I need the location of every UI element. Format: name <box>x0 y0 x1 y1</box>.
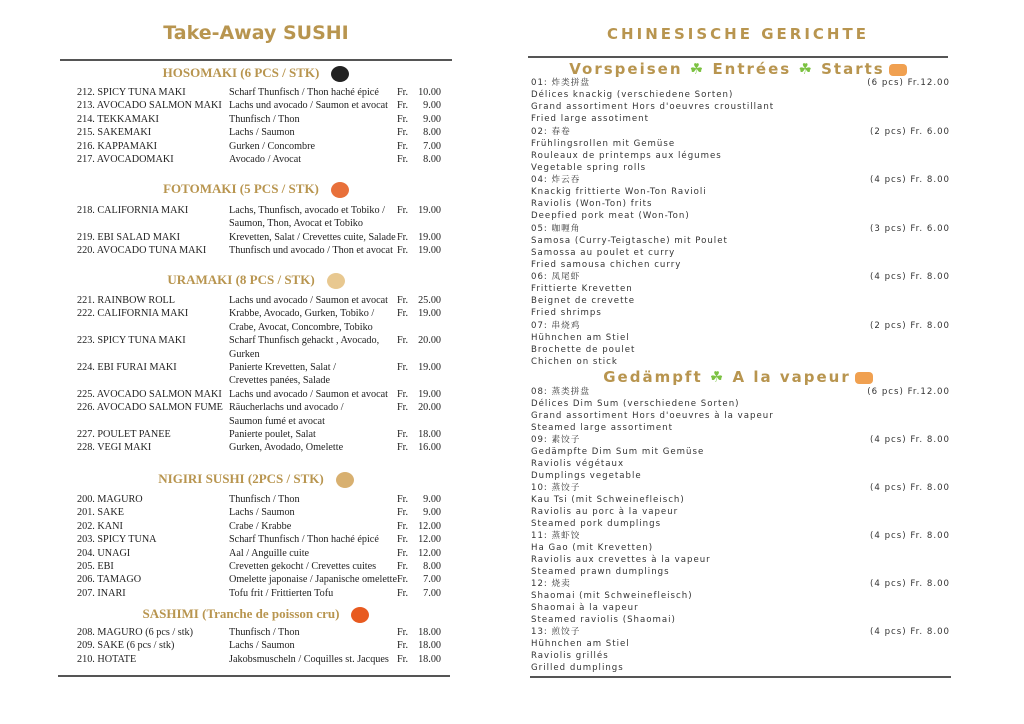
clover-icon: ☘ <box>682 60 713 78</box>
item-description: Frittierte Krevetten <box>531 284 633 295</box>
item-description: Frühlingsrollen mit Gemüse <box>531 138 676 149</box>
menu-item <box>531 386 950 398</box>
menu-item <box>77 334 441 347</box>
item-name: 216. KAPPAMAKI <box>77 140 158 152</box>
item-name: 225. AVOCADO SALMON MAKI <box>77 388 222 400</box>
menu-item <box>531 626 950 638</box>
menu-item <box>77 547 441 560</box>
item-description: Thunfisch / Thon <box>229 113 300 125</box>
section-heading <box>60 605 452 623</box>
item-price: 9.00 <box>423 113 441 125</box>
item-currency: Fr. <box>397 231 409 243</box>
menu-item-continuation <box>77 321 441 334</box>
item-price: (4 pcs) Fr. 8.00 <box>870 272 950 283</box>
item-description: Panierte Krevetten, Salat / <box>229 362 336 373</box>
item-name: 222. CALIFORNIA MAKI <box>77 308 189 320</box>
item-description: Thunfisch und avocado / Thon et avocat <box>229 245 393 257</box>
item-name: 201. SAKE <box>77 507 124 519</box>
menu-item <box>77 231 441 244</box>
menu-item <box>77 361 441 374</box>
item-number-name: 06: 凤尾虾 <box>531 272 581 283</box>
item-price: 10.00 <box>418 87 441 98</box>
item-description: Lachs / Saumon <box>229 127 295 139</box>
menu-item <box>77 126 441 139</box>
item-number-name: 09: 素饺子 <box>531 435 581 445</box>
item-price: (4 pcs) Fr. 8.00 <box>870 579 950 589</box>
item-description: Steamed prawn dumplings <box>531 567 670 577</box>
item-price: 7.00 <box>423 587 441 599</box>
item-name: 226. AVOCADO SALMON FUME <box>77 402 223 414</box>
item-currency: Fr. <box>397 154 409 165</box>
item-price: 12.00 <box>418 520 441 532</box>
steamer-basket-icon <box>855 372 873 384</box>
item-price: 19.00 <box>418 388 441 400</box>
item-name: 228. VEGI MAKI <box>77 442 152 454</box>
item-number-name: 13: 煎饺子 <box>531 627 581 637</box>
item-currency: Fr. <box>397 507 409 519</box>
menu-item-continuation <box>77 348 441 361</box>
item-name: 202. KANI <box>77 520 123 532</box>
item-currency: Fr. <box>397 87 409 98</box>
item-description: Gurken / Concombre <box>229 140 316 152</box>
menu-item <box>531 482 950 494</box>
item-description: Raviolis (Won-Ton) frits <box>531 199 653 210</box>
menu-item <box>531 530 950 542</box>
clover-icon: ☘ <box>702 368 733 386</box>
item-price: 9.00 <box>423 494 441 505</box>
item-currency: Fr. <box>397 640 409 652</box>
menu-item <box>77 153 441 166</box>
item-name: 208. MAGURO (6 pcs / stk) <box>77 627 194 638</box>
item-description: Fried large assotiment <box>531 114 649 125</box>
menu-item <box>77 401 441 414</box>
menu-item <box>77 560 441 573</box>
section-heading <box>60 271 452 289</box>
item-description: Thunfisch / Thon <box>229 494 300 505</box>
menu-item <box>77 204 441 217</box>
item-name: 214. TEKKAMAKI <box>77 113 159 125</box>
item-currency: Fr. <box>397 100 409 112</box>
item-description: Vegetable spring rolls <box>531 162 647 173</box>
item-number-name: 12: 烧卖 <box>531 579 571 589</box>
item-description: Chichen on stick <box>531 356 618 367</box>
item-description: Deepfied pork meat (Won-Ton) <box>531 211 690 222</box>
item-price: 8.00 <box>423 127 441 139</box>
item-description: Crevetten gekocht / Crevettes cuites <box>229 561 377 572</box>
item-price: 18.00 <box>418 429 441 440</box>
menu-item <box>77 428 441 441</box>
item-description: Grand assortiment Hors d'oeuvres à la vapeur <box>531 411 774 421</box>
item-description: Lachs und avocado / Saumon et avocat <box>229 100 388 112</box>
item-number-name: 07: 串烧鸡 <box>531 320 581 331</box>
item-price: 18.00 <box>418 640 441 652</box>
item-number-name: 04: 炸云吞 <box>531 175 581 186</box>
item-name: 219. EBI SALAD MAKI <box>77 231 181 243</box>
menu-item <box>531 434 950 446</box>
item-description: Fried shrimps <box>531 308 602 319</box>
item-description: Raviolis végétaux <box>531 459 625 469</box>
item-price: 19.00 <box>418 308 441 320</box>
section-heading-part: A la vapeur <box>732 368 851 386</box>
menu-item <box>531 320 950 332</box>
menu-item <box>531 223 950 235</box>
item-name: 212. SPICY TUNA MAKI <box>77 87 186 98</box>
item-description: Brochette de poulet <box>531 344 636 355</box>
menu-item <box>77 441 441 454</box>
item-description: Saumon, Thon, Avocat et Tobiko <box>229 218 363 230</box>
item-price: 9.00 <box>423 507 441 519</box>
menu-item <box>77 99 441 112</box>
item-description: Délices Dim Sum (verschiedene Sorten) <box>531 399 740 409</box>
item-description: Lachs und avocado / Saumon et avocat <box>229 295 388 306</box>
menu-item <box>77 653 441 666</box>
clover-icon: ☘ <box>791 60 822 78</box>
left-top-divider <box>60 59 452 61</box>
section-heading <box>528 59 948 79</box>
item-price: 19.00 <box>418 205 441 216</box>
item-description: Lachs / Saumon <box>229 507 295 519</box>
item-price: 9.00 <box>423 100 441 112</box>
item-name: 209. SAKE (6 pcs / stk) <box>77 640 175 652</box>
item-description: Panierte poulet, Salat <box>229 429 316 440</box>
item-price: 18.00 <box>418 627 441 638</box>
item-description: Krabbe, Avocado, Gurken, Tobiko / <box>229 308 375 320</box>
item-description: Saumon fumé et avocat <box>229 415 325 427</box>
chinese-menu-title: CHINESISCHE GERICHTE <box>607 25 869 43</box>
item-currency: Fr. <box>397 494 409 505</box>
section-heading-text: URAMAKI (8 PCS / STK) <box>167 272 315 287</box>
item-description: Samosa (Curry-Teigtasche) mit Poulet <box>531 235 728 246</box>
item-description: Crabe, Avocat, Concombre, Tobiko <box>229 321 373 333</box>
right-bottom-divider <box>530 676 951 678</box>
left-bottom-divider <box>58 675 450 677</box>
menu-item <box>531 174 950 186</box>
item-description: Ha Gao (mit Krevetten) <box>531 543 654 553</box>
item-price: 7.00 <box>423 574 441 586</box>
item-description: Knackig frittierte Won-Ton Ravioli <box>531 187 707 198</box>
item-description: Steamed large assortiment <box>531 423 673 433</box>
menu-item <box>77 294 441 307</box>
item-currency: Fr. <box>397 587 409 599</box>
sushi-roll-icon <box>331 66 349 82</box>
item-name: 205. EBI <box>77 561 114 572</box>
item-name: 227. POULET PANEE <box>77 429 171 440</box>
item-description: Omelette japonaise / Japanische omelette <box>229 574 398 586</box>
item-description: Steamed raviolis (Shaomai) <box>531 615 676 625</box>
item-name: 213. AVOCADO SALMON MAKI <box>77 100 222 112</box>
item-price: 8.00 <box>423 154 441 165</box>
item-description: Kau Tsi (mit Schweinefleisch) <box>531 495 685 505</box>
item-description: Gedämpfte Dim Sum mit Gemüse <box>531 447 705 457</box>
futomaki-icon <box>331 182 349 198</box>
menu-item <box>77 244 441 257</box>
menu-item <box>77 587 441 600</box>
item-name: 203. SPICY TUNA <box>77 534 157 546</box>
menu-item-continuation <box>77 374 441 387</box>
item-price: (4 pcs) Fr. 8.00 <box>870 175 950 186</box>
item-name: 223. SPICY TUNA MAKI <box>77 335 186 347</box>
menu-item <box>77 113 441 126</box>
item-currency: Fr. <box>397 442 409 454</box>
right-top-divider <box>528 56 948 58</box>
item-description: Raviolis aux crevettes à la vapeur <box>531 555 711 565</box>
item-currency: Fr. <box>397 429 409 440</box>
item-name: 215. SAKEMAKI <box>77 127 152 139</box>
item-description: Hühnchen am Stiel <box>531 332 630 343</box>
item-currency: Fr. <box>397 547 409 559</box>
sushi-menu-title: Take-Away SUSHI <box>163 22 349 44</box>
item-currency: Fr. <box>397 127 409 139</box>
item-number-name: 11: 蒸虾饺 <box>531 531 581 541</box>
section-heading <box>528 367 948 387</box>
item-description: Scharf Thunfisch gehackt , Avocado, <box>229 335 380 347</box>
section-heading-part: Entrées <box>712 60 792 78</box>
item-description: Dumplings vegetable <box>531 471 642 481</box>
item-currency: Fr. <box>397 402 409 414</box>
menu-item <box>531 271 950 283</box>
item-description: Shaomai à la vapeur <box>531 603 639 613</box>
item-currency: Fr. <box>397 653 409 665</box>
item-description: Lachs und avocado / Saumon et avocat <box>229 388 388 400</box>
item-price: (2 pcs) Fr. 6.00 <box>870 126 950 137</box>
item-description: Krevetten, Salat / Crevettes cuite, Salade <box>229 231 396 243</box>
item-currency: Fr. <box>397 520 409 532</box>
item-name: 224. EBI FURAI MAKI <box>77 362 177 373</box>
menu-item <box>77 520 441 533</box>
item-currency: Fr. <box>397 561 409 572</box>
menu-item <box>531 126 950 138</box>
item-currency: Fr. <box>397 113 409 125</box>
item-price: 25.00 <box>418 295 441 306</box>
item-price: (6 pcs) Fr.12.00 <box>867 387 950 397</box>
item-description: Avocado / Avocat <box>229 154 302 165</box>
section-heading-text: HOSOMAKI (6 PCS / STK) <box>162 65 320 80</box>
item-description: Jakobsmuscheln / Coquilles st. Jacques <box>229 653 389 665</box>
item-price: (6 pcs) Fr.12.00 <box>867 78 950 88</box>
item-name: 200. MAGURO <box>77 494 143 505</box>
item-price: (4 pcs) Fr. 8.00 <box>870 627 950 637</box>
item-currency: Fr. <box>397 308 409 320</box>
item-price: 18.00 <box>418 653 441 665</box>
menu-item <box>77 493 441 506</box>
item-number-name: 02: 春卷 <box>531 126 571 137</box>
item-price: 19.00 <box>418 362 441 373</box>
menu-item <box>77 573 441 586</box>
item-currency: Fr. <box>397 140 409 152</box>
item-description: Grand assortiment Hors d'oeuvres croustillant <box>531 102 775 113</box>
item-description: Tofu frit / Frittierten Tofu <box>229 587 334 599</box>
item-description: Lachs / Saumon <box>229 640 295 652</box>
item-currency: Fr. <box>397 245 409 257</box>
item-name: 210. HOTATE <box>77 653 137 665</box>
nigiri-icon <box>336 472 354 488</box>
item-price: (4 pcs) Fr. 8.00 <box>870 435 950 445</box>
menu-item <box>77 506 441 519</box>
item-description: Samossa au poulet et curry <box>531 247 676 258</box>
item-description: Rouleaux de printemps aux légumes <box>531 150 722 161</box>
menu-item-continuation <box>77 415 441 428</box>
item-number-name: 05: 咖喱角 <box>531 223 581 234</box>
menu-item <box>77 388 441 401</box>
item-description: Scharf Thunfisch / Thon haché épicé <box>229 87 379 98</box>
item-description: Crabe / Krabbe <box>229 520 292 532</box>
item-price: 12.00 <box>418 547 441 559</box>
item-number-name: 01: 炸类拼盘 <box>531 78 590 88</box>
item-currency: Fr. <box>397 627 409 638</box>
menu-item-continuation <box>77 217 441 230</box>
menu-item <box>77 86 441 99</box>
item-price: 16.00 <box>418 442 441 454</box>
item-name: 217. AVOCADOMAKI <box>77 154 174 165</box>
item-name: 221. RAINBOW ROLL <box>77 295 176 306</box>
item-currency: Fr. <box>397 574 409 586</box>
menu-item <box>77 533 441 546</box>
item-name: 207. INARI <box>77 587 126 599</box>
item-description: Beignet de crevette <box>531 296 636 307</box>
menu-item <box>77 639 441 652</box>
item-currency: Fr. <box>397 534 409 546</box>
item-name: 218. CALIFORNIA MAKI <box>77 205 189 216</box>
item-description: Shaomai (mit Schweinefleisch) <box>531 591 693 601</box>
section-heading <box>60 64 452 82</box>
item-description: Délices knackig (verschiedene Sorten) <box>531 90 734 101</box>
item-price: 19.00 <box>418 245 441 257</box>
item-description: Aal / Anguille cuite <box>229 547 310 559</box>
item-price: 7.00 <box>423 140 441 152</box>
item-currency: Fr. <box>397 205 409 216</box>
item-description: Steamed pork dumplings <box>531 519 662 529</box>
item-currency: Fr. <box>397 335 409 347</box>
item-description: Scharf Thunfisch / Thon haché épicé <box>229 534 379 546</box>
section-heading-part: Vorspeisen <box>569 60 683 78</box>
menu-item <box>531 578 950 590</box>
section-heading <box>60 180 452 198</box>
section-heading <box>60 470 452 488</box>
section-heading-part: Starts <box>821 60 885 78</box>
menu-item <box>77 307 441 320</box>
item-price: 12.00 <box>418 534 441 546</box>
item-description: Grilled dumplings <box>531 663 624 673</box>
section-heading-text: SASHIMI (Tranche de poisson cru) <box>142 606 340 621</box>
item-description: Crevettes panées, Salade <box>229 375 330 387</box>
spring-roll-icon <box>889 64 907 76</box>
item-currency: Fr. <box>397 295 409 306</box>
section-heading-text: NIGIRI SUSHI (2PCS / STK) <box>158 471 324 486</box>
menu-item <box>77 140 441 153</box>
item-price: (4 pcs) Fr. 8.00 <box>870 483 950 493</box>
item-description: Raviolis grillés <box>531 651 609 661</box>
item-description: Gurken <box>229 348 260 360</box>
item-price: 19.00 <box>418 231 441 243</box>
item-price: (4 pcs) Fr. 8.00 <box>870 531 950 541</box>
menu-item <box>77 626 441 639</box>
sashimi-bowl-icon <box>351 607 369 623</box>
item-description: Gurken, Avodado, Omelette <box>229 442 344 454</box>
item-name: 220. AVOCADO TUNA MAKI <box>77 245 207 257</box>
uramaki-icon <box>327 273 345 289</box>
item-price: 20.00 <box>418 402 441 414</box>
item-description: Thunfisch / Thon <box>229 627 300 638</box>
item-description: Räucherlachs und avocado / <box>229 402 344 414</box>
section-heading-part: Gedämpft <box>603 368 703 386</box>
item-description: Hühnchen am Stiel <box>531 639 630 649</box>
item-price: (3 pcs) Fr. 6.00 <box>870 223 950 234</box>
item-price: 20.00 <box>418 335 441 347</box>
item-currency: Fr. <box>397 388 409 400</box>
item-name: 204. UNAGI <box>77 547 131 559</box>
item-description: Raviolis au porc à la vapeur <box>531 507 679 517</box>
menu-item <box>531 77 950 89</box>
item-price: (2 pcs) Fr. 8.00 <box>870 320 950 331</box>
item-number-name: 10: 蒸饺子 <box>531 483 581 493</box>
item-currency: Fr. <box>397 362 409 373</box>
item-number-name: 08: 蒸类拼盘 <box>531 387 590 397</box>
section-heading-text: FOTOMAKI (5 PCS / STK) <box>163 181 319 196</box>
item-description: Fried samousa chichen curry <box>531 259 682 270</box>
item-description: Lachs, Thunfisch, avocado et Tobiko / <box>229 205 385 216</box>
item-name: 206. TAMAGO <box>77 574 142 586</box>
item-price: 8.00 <box>423 561 441 572</box>
